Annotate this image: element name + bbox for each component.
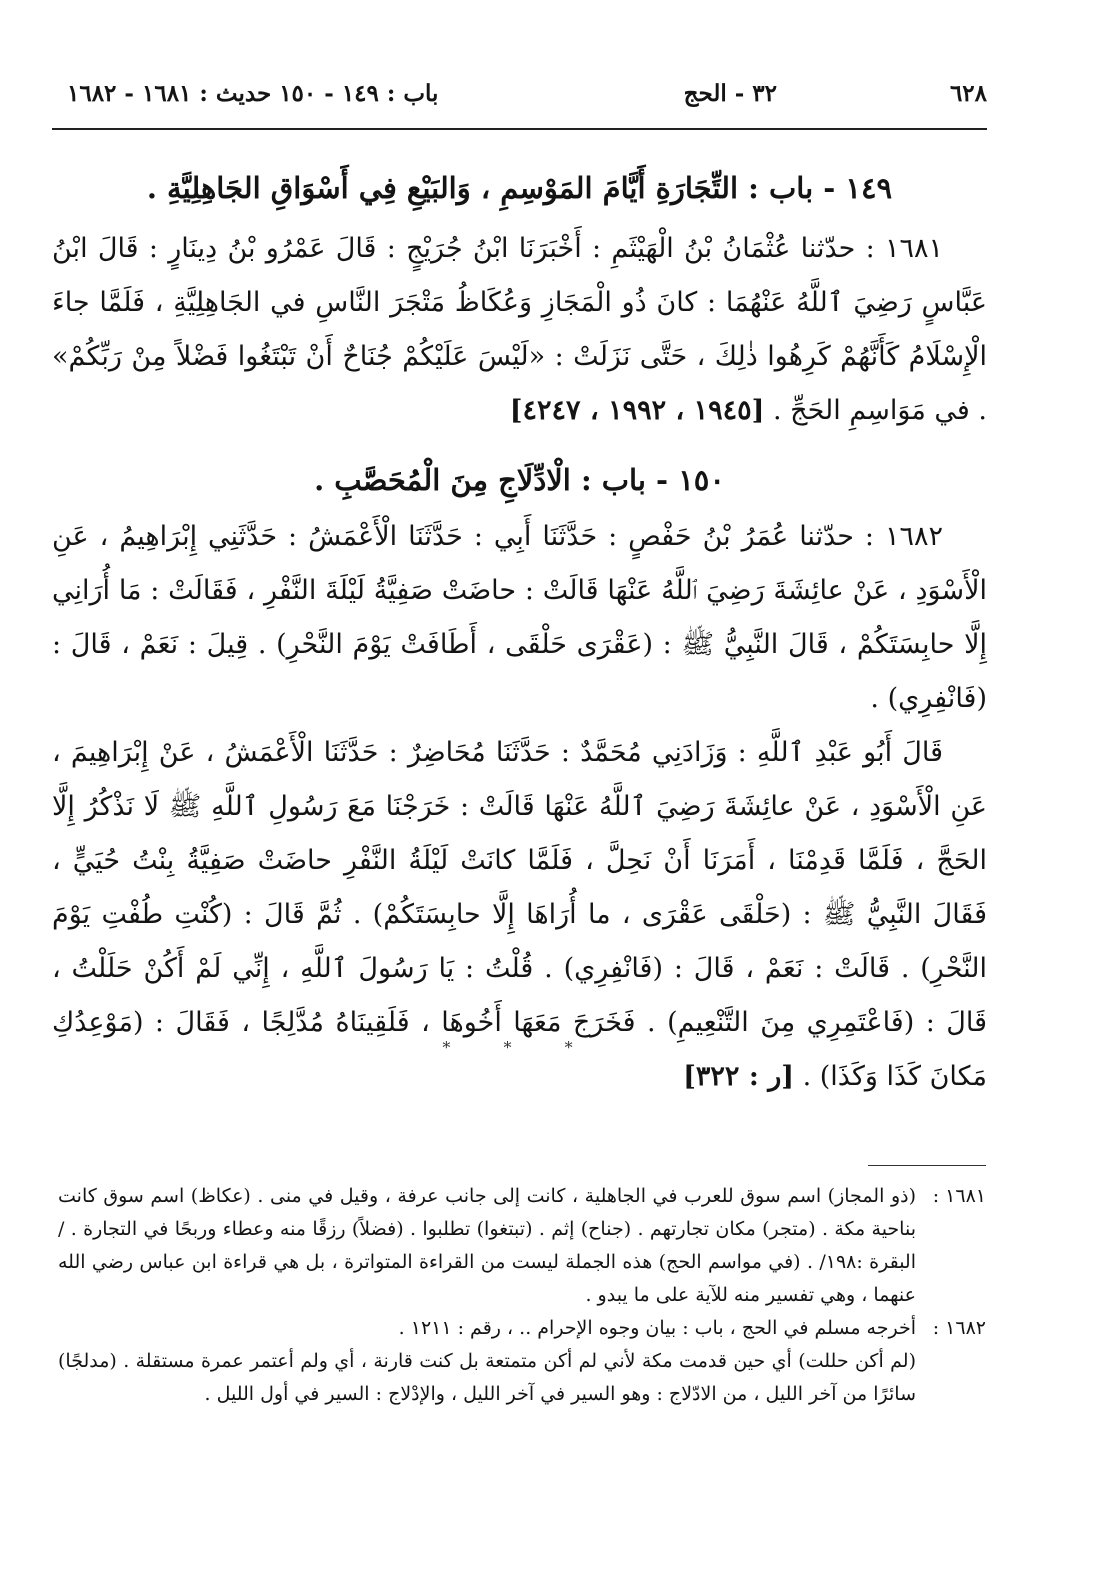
footnote-rule — [868, 1165, 986, 1166]
page-number: ٦٢٨ — [949, 80, 987, 107]
footnotes — [58, 1180, 986, 1411]
header-rule — [52, 128, 987, 130]
hadith-1681-text — [52, 222, 987, 438]
footnote-1682 — [58, 1312, 986, 1345]
running-header — [52, 80, 987, 120]
section-separator: * * * — [442, 1038, 597, 1057]
hadith-1681 — [52, 222, 987, 454]
hadith-1682-text: ١٦٨٢ : حدّثنا عُمَرُ بْنُ حَفْصٍ : حَدَّثَنَا أَبِي : حَدَّثَنَا الْأَعْمَشُ : حَدَّثَنِي إِبْرَاهِيمُ ، عَنِ الْأَسْوَدِ ، عَنْ عائِشَةَ رَضِيَ ٱللَّهُ عَنْهَا قَالَتْ : حاضَتْ صَفِيَّةُ لَيْلَةَ النَّفْرِ ، فَقَالَتْ : مَا أُرَانِي إِلَّا حابِسَتَكُمْ ، قَالَ النَّبِيُّ ﷺ : (عَقْرَى حَلْقَى ، أَطَافَتْ يَوْمَ النَّحْرِ) . قِيلَ : نَعَمْ ، قَالَ : (فَانْفِرِي) . — [52, 521, 987, 714]
book-title: ٣٢ - الحج — [683, 80, 777, 107]
footnote-1682-explanation: (لم أكن حللت) أي حين قدمت مكة لأني لم أكن متمتعة بل كنت قارنة ، أي ولم أعتمر عمرة مستقلة . (مدلجًا) سائرًا من آخر الليل ، من الادّلاج : وهو السير في آخر الليل ، والإدْلاج : السير في أول الليل . — [58, 1350, 916, 1405]
footnote-1681 — [58, 1180, 986, 1312]
hadith-1682-refs: [ر : ٣٢٢] — [683, 1061, 795, 1092]
footnote-text: (ذو المجاز) اسم سوق للعرب في الجاهلية ، كانت إلى جانب عرفة ، وقيل في منى . (عكاظ) اسم سوق كانت بناحية مكة . (متجر) مكان تجارتهم . (جناح) إثم . (تبتغوا) تطلبوا . (فضلاً) رزقًا منه وعطاء وربحًا في التجارة . /البقرة :١٩٨/ . (في مواسم الحج) هذه الجملة ليست من القراءة المتواترة ، بل هي قراءة ابن عباس رضي الله عنهما ، وهي تفسير منه للآية على ما يبدو . — [58, 1185, 917, 1306]
chapter-150-title: ١٥٠ - باب : الْادِّلَاجِ مِنَ الْمُحَصَّبِ . — [314, 463, 725, 497]
footnote-number: ١٦٨١ : — [932, 1185, 986, 1207]
hadith-1681-refs: [١٩٤٥ ، ١٩٩٢ ، ٤٢٤٧] — [509, 395, 765, 426]
footnote-number: ١٦٨٢ : — [932, 1317, 986, 1339]
hadith-1681-body: ١٦٨١ : حدّثنا عُثْمَانُ بْنُ الْهَيْثَمِ : أَخْبَرَنَا ابْنُ جُرَيْجٍ : قَالَ عَمْرُو بْنُ دِينَارٍ : قَالَ ابْنُ عَبَّاسٍ رَضِيَ ٱللَّهُ عَنْهُمَا : كانَ ذُو الْمَجَازِ وَعُكَاظُ مَتْجَرَ النَّاسِ في الجَاهِلِيَّةِ ، فَلَمَّا جاءَ الْإِسْلَامُ كَأَنَّهُمْ كَرِهُوا ذٰلِكَ ، حَتَّى نَزَلَتْ : «لَيْسَ عَلَيْكُمْ جُنَاحٌ أَنْ تَبْتَغُوا فَضْلاً مِنْ رَبِّكُمْ» . في مَوَاسِمِ الحَجِّ . — [52, 233, 987, 426]
hadith-1682-addition-body: قَالَ أَبُو عَبْدِ ٱللَّهِ : وَزَادَنِي مُحَمَّدٌ : حَدَّثَنَا مُحَاضِرٌ : حَدَّثَنَا الْأَعْمَشُ ، عَنْ إِبْرَاهِيمَ ، عَنِ الْأَسْوَدِ ، عَنْ عائِشَةَ رَضِيَ ٱللَّهُ عَنْهَا قَالَتْ : خَرَجْنَا مَعَ رَسُولِ ٱللَّهِ ﷺ لَا نَذْكُرُ إِلَّا الحَجَّ ، فَلَمَّا قَدِمْنَا ، أَمَرَنَا أَنْ نَحِلَّ ، فَلَمَّا كانَتْ لَيْلَةُ النَّفْرِ حاضَتْ صَفِيَّةُ بِنْتُ حُيَيٍّ ، فَقَالَ النَّبِيُّ ﷺ : (حَلْقَى عَقْرَى ، ما أُرَاهَا إِلَّا حابِسَتَكُمْ) . ثُمَّ قَالَ : (كُنْتِ طُفْتِ يَوْمَ النَّحْرِ) . قَالَتْ : نَعَمْ ، قَالَ : (فَانْفِرِي) . قُلْتُ : يَا رَسُولَ ٱللَّهِ ، إِنِّي لَمْ أَكُنْ حَلَلْتُ ، قَالَ : (فَاعْتَمِرِي مِنَ التَّنْعِيمِ) . فَخَرَجَ مَعَهَا أَخُوهَا ، فَلَقِينَاهُ مُدَّلِجًا ، فَقَالَ : (مَوْعِدُكِ مَكانَ كَذَا وَكَذَا) . — [52, 737, 987, 1092]
hadith-1682 — [52, 510, 987, 1092]
footnote-text: أخرجه مسلم في الحج ، باب : بيان وجوه الإحرام .. ، رقم : ١٢١١ . — [398, 1317, 916, 1339]
chapter-149-title: ١٤٩ - باب : التِّجَارَةِ أَيَّامَ المَوْسِمِ ، وَالبَيْعِ فِي أَسْوَاقِ الجَاهِلِيَّةِ . — [146, 171, 893, 205]
chapter-hadith-reference: باب : ١٤٩ - ١٥٠ حديث : ١٦٨١ - ١٦٨٢ — [67, 80, 439, 107]
